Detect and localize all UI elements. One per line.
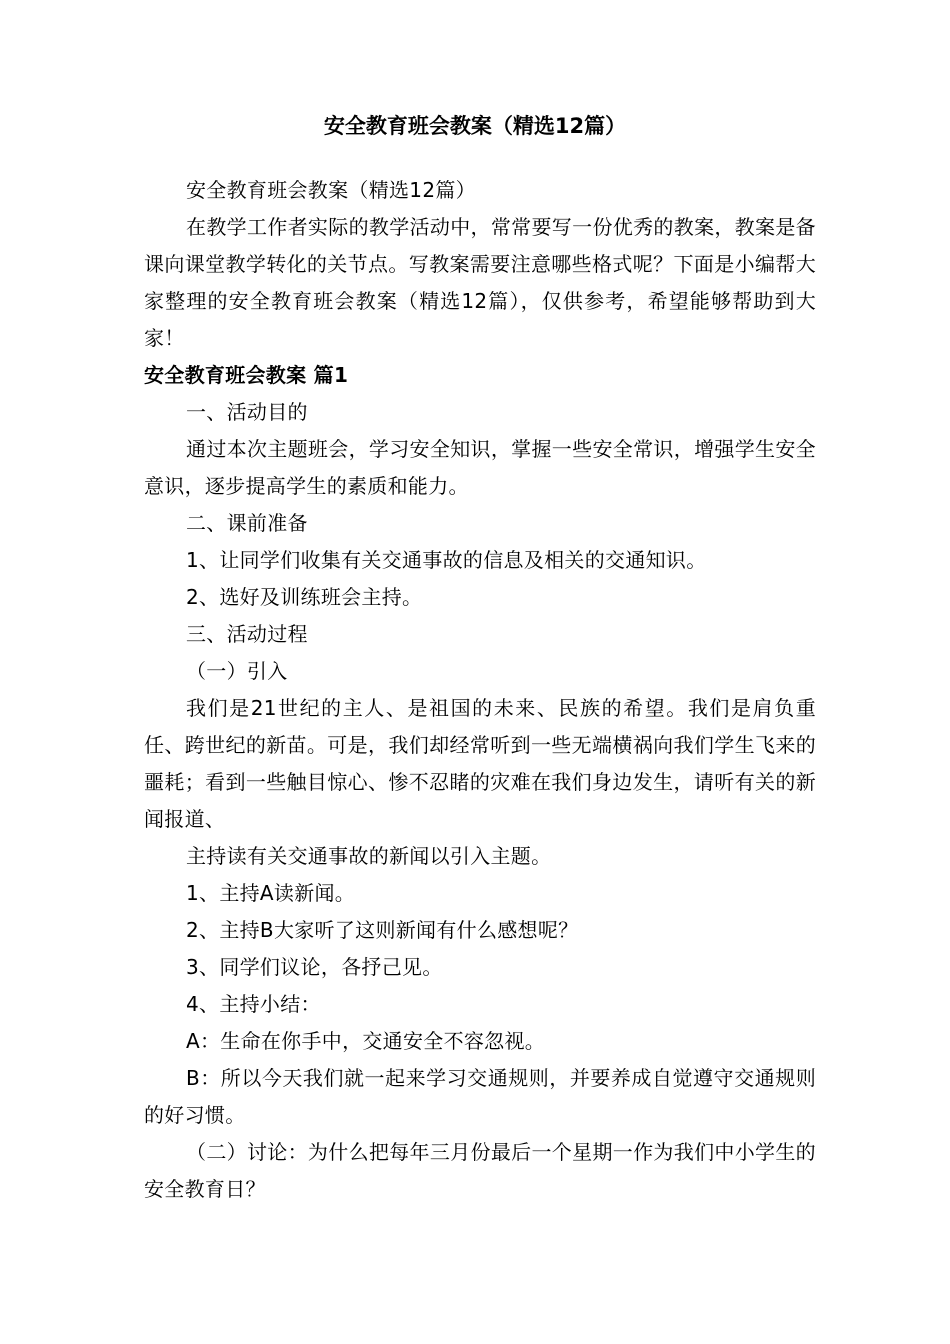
paragraph-step-1: 1、主持A读新闻。 <box>186 881 356 905</box>
paragraph-activity-goal-heading: 一、活动目的 <box>186 400 308 424</box>
paragraph-activity-goal: 通过本次主题班会，学习安全知识，掌握一些安全常识，增强学生安全意识，逐步提高学生的素质和能力。 <box>144 437 816 498</box>
paragraph-preparation-2: 2、选好及训练班会主持。 <box>186 585 423 609</box>
paragraph-intro: 在教学工作者实际的教学活动中，常常要写一份优秀的教案，教案是备课向课堂教学转化的关节点。写教案需要注意哪些格式呢？下面是小编帮大家整理的安全教育班会教案（精选12篇），仅供参考，希望能够帮助到大家！ <box>144 215 816 350</box>
page-title: 安全教育班会教案（精选12篇） <box>323 114 627 138</box>
paragraph-discussion: （二）讨论：为什么把每年三月份最后一个星期一作为我们中小学生的安全教育日？ <box>144 1140 816 1201</box>
paragraph-process-heading: 三、活动过程 <box>186 622 308 646</box>
paragraph-intro-heading: （一）引入 <box>186 659 288 683</box>
paragraph-summary-b: B：所以今天我们就一起来学习交通规则，并要养成自觉遵守交通规则的好习惯。 <box>144 1066 816 1127</box>
paragraph-host-reads: 主持读有关交通事故的新闻以引入主题。 <box>186 844 552 868</box>
section-heading: 安全教育班会教案 篇1 <box>144 363 349 387</box>
paragraph-subtitle: 安全教育班会教案（精选12篇） <box>186 178 476 202</box>
paragraph-step-2: 2、主持B大家听了这则新闻有什么感想呢？ <box>186 918 579 942</box>
paragraph-preparation-1: 1、让同学们收集有关交通事故的信息及相关的交通知识。 <box>186 548 707 572</box>
paragraph-preparation-heading: 二、课前准备 <box>186 511 308 535</box>
document-body <box>144 172 816 1208</box>
paragraph-step-3: 3、同学们议论，各抒己见。 <box>186 955 443 979</box>
paragraph-intro-body: 我们是21世纪的主人、是祖国的未来、民族的希望。我们是肩负重任、跨世纪的新苗。可是，我们却经常听到一些无端横祸向我们学生飞来的噩耗；看到一些触目惊心、惨不忍睹的灾难在我们身边发生，请听有关的新闻报道、 <box>144 696 816 831</box>
paragraph-step-4: 4、主持小结： <box>186 992 321 1016</box>
paragraph-summary-a: A：生命在你手中，交通安全不容忽视。 <box>186 1029 546 1053</box>
